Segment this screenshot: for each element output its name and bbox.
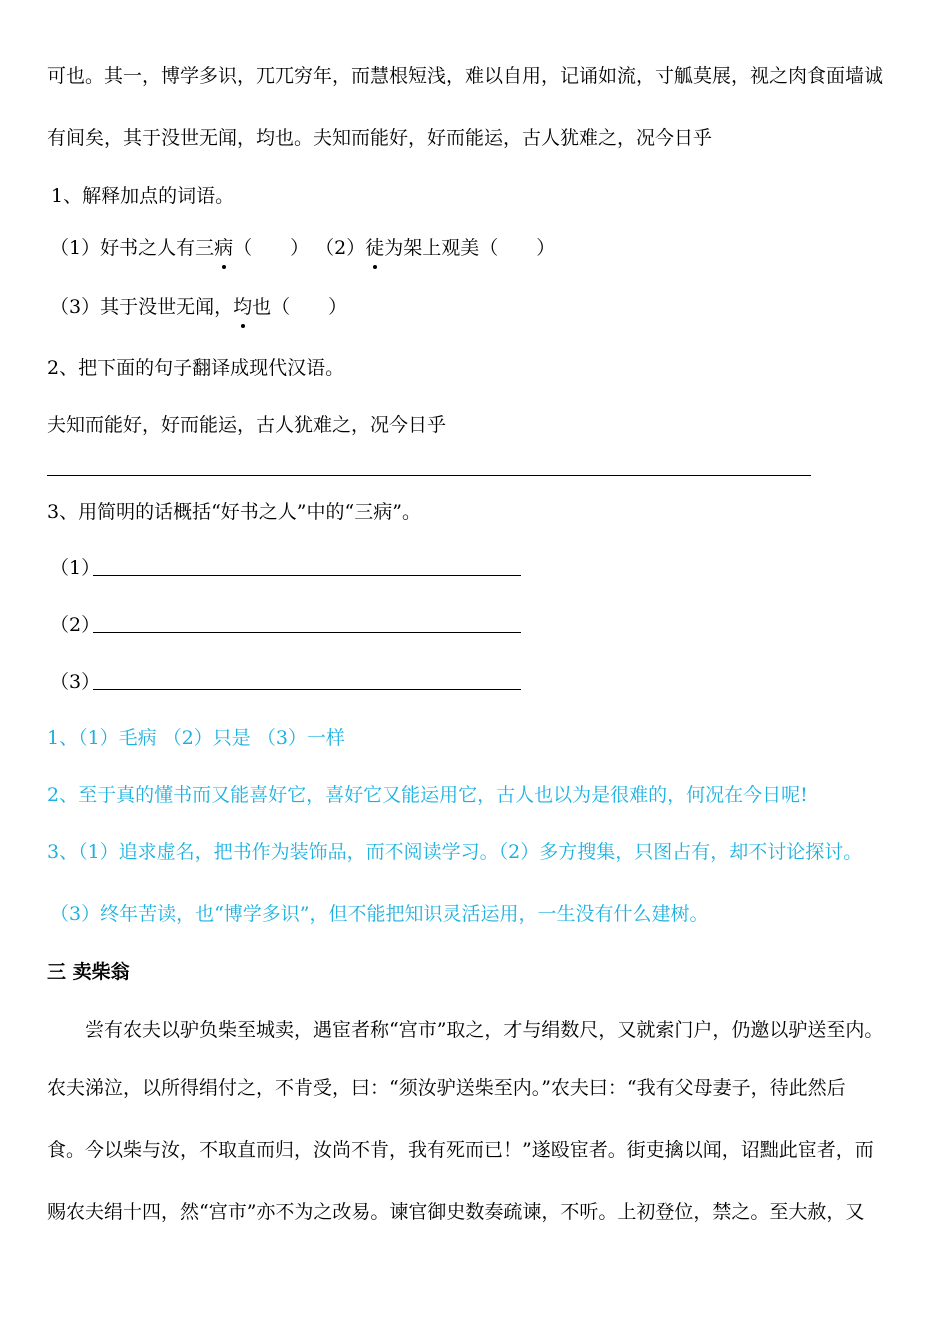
section-3-heading: 三 卖柴翁 [47, 961, 130, 983]
q1-item1-prefix: （1）好书之人有三 [50, 237, 215, 259]
q1-item3-blank[interactable]: 也（ ） [252, 296, 348, 318]
passage-line-1: 可也。其一，博学多识，兀兀穷年，而慧根短浅，难以自用，记诵如流，寸觚莫展，视之肉食面墙诚 [47, 65, 884, 87]
answer-3: 3、（1）追求虚名，把书作为装饰品，而不阅读学习。（2）多方搜集，只图占有，却不讨论探讨。 [47, 841, 863, 863]
question-3-answer-line-3[interactable] [93, 689, 521, 690]
section-3-paragraph-line-2: 农夫涕泣，以所得绢付之，不肯受，曰：“须汝驴送柴至内。”农夫曰：“我有父母妻子，待此然后 [47, 1077, 846, 1099]
q1-item1-blank[interactable]: （ ） [233, 237, 310, 259]
question-3-prompt: 3、用简明的话概括“好书之人”中的“三病”。 [47, 501, 421, 523]
q1-item3-prefix: （3）其于没世无闻， [50, 296, 234, 318]
question-3-answer-line-1[interactable] [93, 575, 521, 576]
question-1-item-3 [50, 295, 347, 319]
question-1-prompt: 1、解释加点的词语。 [51, 185, 235, 207]
q1-item2-dotted-word: 徒 [365, 237, 385, 259]
question-3-blank-3-label: （3） [50, 671, 101, 693]
answer-3-continued: （3）终年苦读，也“博学多识”，但不能把知识灵活运用，一生没有什么建树。 [50, 903, 709, 925]
answer-1: 1、（1）毛病 （2）只是 （3）一样 [47, 727, 345, 749]
section-3-paragraph-line-3: 食。今以柴与汝，不取直而归，汝尚不肯，我有死而已！”遂殴宦者。街吏擒以闻，诏黜此宦者，而 [47, 1139, 874, 1161]
question-2-answer-line[interactable] [47, 475, 811, 476]
q1-item3-dotted-word: 均 [233, 296, 253, 318]
question-2-sentence: 夫知而能好，好而能运，古人犹难之，况今日乎 [47, 414, 447, 436]
question-3-blank-1-label: （1） [50, 557, 101, 579]
question-3-blank-2-label: （2） [50, 614, 101, 636]
section-3-paragraph-line-4: 赐农夫绢十四，然“宫市”亦不为之改易。谏官御史数奏疏谏，不听。上初登位，禁之。至大赦，又 [47, 1201, 865, 1223]
passage-line-2: 有间矣，其于没世无闻，均也。夫知而能好，好而能运，古人犹难之，况今日乎 [47, 127, 713, 149]
section-3-paragraph-line-1: 尝有农夫以驴负柴至城卖，遇宦者称“宫市”取之，才与绢数尺，又就索门户，仍邀以驴送至内。 [85, 1019, 884, 1041]
question-2-prompt: 2、把下面的句子翻译成现代汉语。 [47, 357, 345, 379]
q1-item2-prefix: （2） [315, 237, 366, 259]
q1-item1-dotted-word: 病 [214, 237, 234, 259]
question-1-items-row [50, 236, 555, 260]
answer-2: 2、至于真的懂书而又能喜好它，喜好它又能运用它，古人也以为是很难的，何况在今日呢! [47, 784, 808, 806]
q1-item2-blank[interactable]: 为架上观美（ ） [384, 237, 556, 259]
question-3-answer-line-2[interactable] [93, 632, 521, 633]
